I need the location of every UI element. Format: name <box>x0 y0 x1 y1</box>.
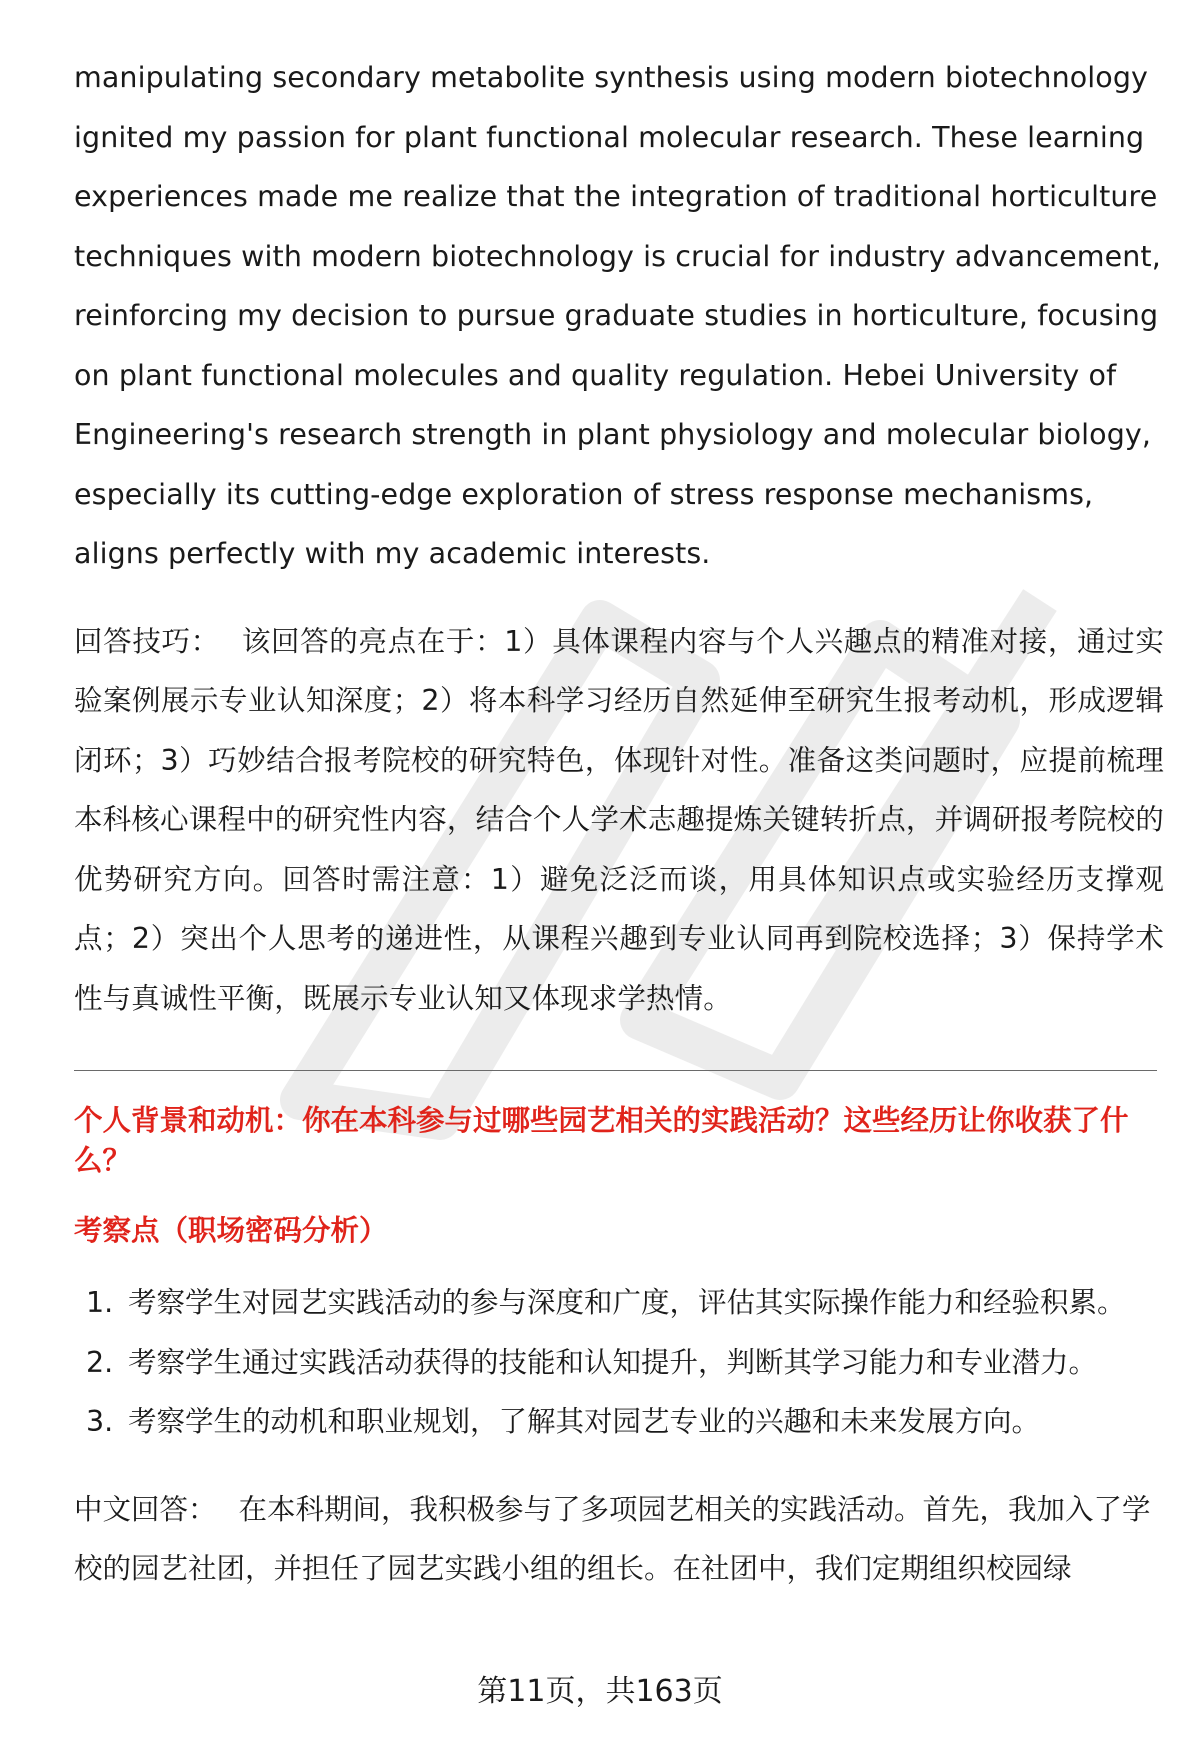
list-item <box>74 1392 1164 1452</box>
points-list <box>74 1273 1164 1452</box>
list-item <box>74 1333 1164 1393</box>
answer-paragraph <box>74 1480 1164 1599</box>
tips-text: 该回答的亮点在于：1）具体课程内容与个人兴趣点的精准对接，通过实验案例展示专业认知深度；2）将本科学习经历自然延伸至研究生报考动机，形成逻辑闭环；3）巧妙结合报考院校的研究特色，体现针对性。准备这类问题时，应提前梳理本科核心课程中的研究性内容，结合个人学术志趣提炼关键转折点，并调研报考院校的优势研究方向。回答时需注意：1）避免泛泛而谈，用具体知识点或实验经历支撑观点；2）突出个人思考的递进性，从课程兴趣到专业认同再到院校选择；3）保持学术性与真诚性平衡，既展示专业认知又体现求学热情。 <box>74 624 1164 1015</box>
question-heading: 个人背景和动机：你在本科参与过哪些园艺相关的实践活动？这些经历让你收获了什么？ <box>74 1104 1129 1177</box>
tips-label: 回答技巧： <box>74 624 220 658</box>
list-item-text: 考察学生对园艺实践活动的参与深度和广度，评估其实际操作能力和经验积累。 <box>128 1286 1126 1319</box>
answer-text: 在本科期间，我积极参与了多项园艺相关的实践活动。首先，我加入了学校的园艺社团，并担任了园艺实践小组的组长。在社团中，我们定期组织校园绿 <box>74 1492 1151 1585</box>
section-heading: 考察点（职场密码分析） <box>74 1214 388 1247</box>
section-divider <box>74 1070 1157 1071</box>
tips-paragraph <box>74 612 1164 1029</box>
page-number-footer: 第11页，共163页 <box>477 1674 723 1709</box>
english-paragraph: manipulating secondary metabolite synthesis using modern biotechnology ignited my passion for plant functional molecular research. These learning experiences made me realize that the integration of traditional horticulture techniques with modern biotechnology is crucial for industry advancement, reinforcing my decision to pursue graduate studies in horticulture, focusing on plant functional molecules and quality regulation. Hebei University of Engineering's research strength in plant physiology and molecular biology, especially its cutting-edge exploration of stress response mechanisms, aligns perfectly with my academic interests. <box>74 61 1161 570</box>
list-item-number: 2. <box>86 1345 114 1379</box>
list-item-number: 3. <box>86 1405 114 1438</box>
document-page <box>74 48 1164 1627</box>
list-item <box>74 1273 1164 1333</box>
answer-label: 中文回答： <box>74 1492 217 1526</box>
list-item-text: 考察学生通过实践活动获得的技能和认知提升，判断其学习能力和专业潜力。 <box>128 1345 1098 1379</box>
list-item-text: 考察学生的动机和职业规划，了解其对园艺专业的兴趣和未来发展方向。 <box>128 1405 1041 1438</box>
list-item-number: 1. <box>86 1286 114 1319</box>
